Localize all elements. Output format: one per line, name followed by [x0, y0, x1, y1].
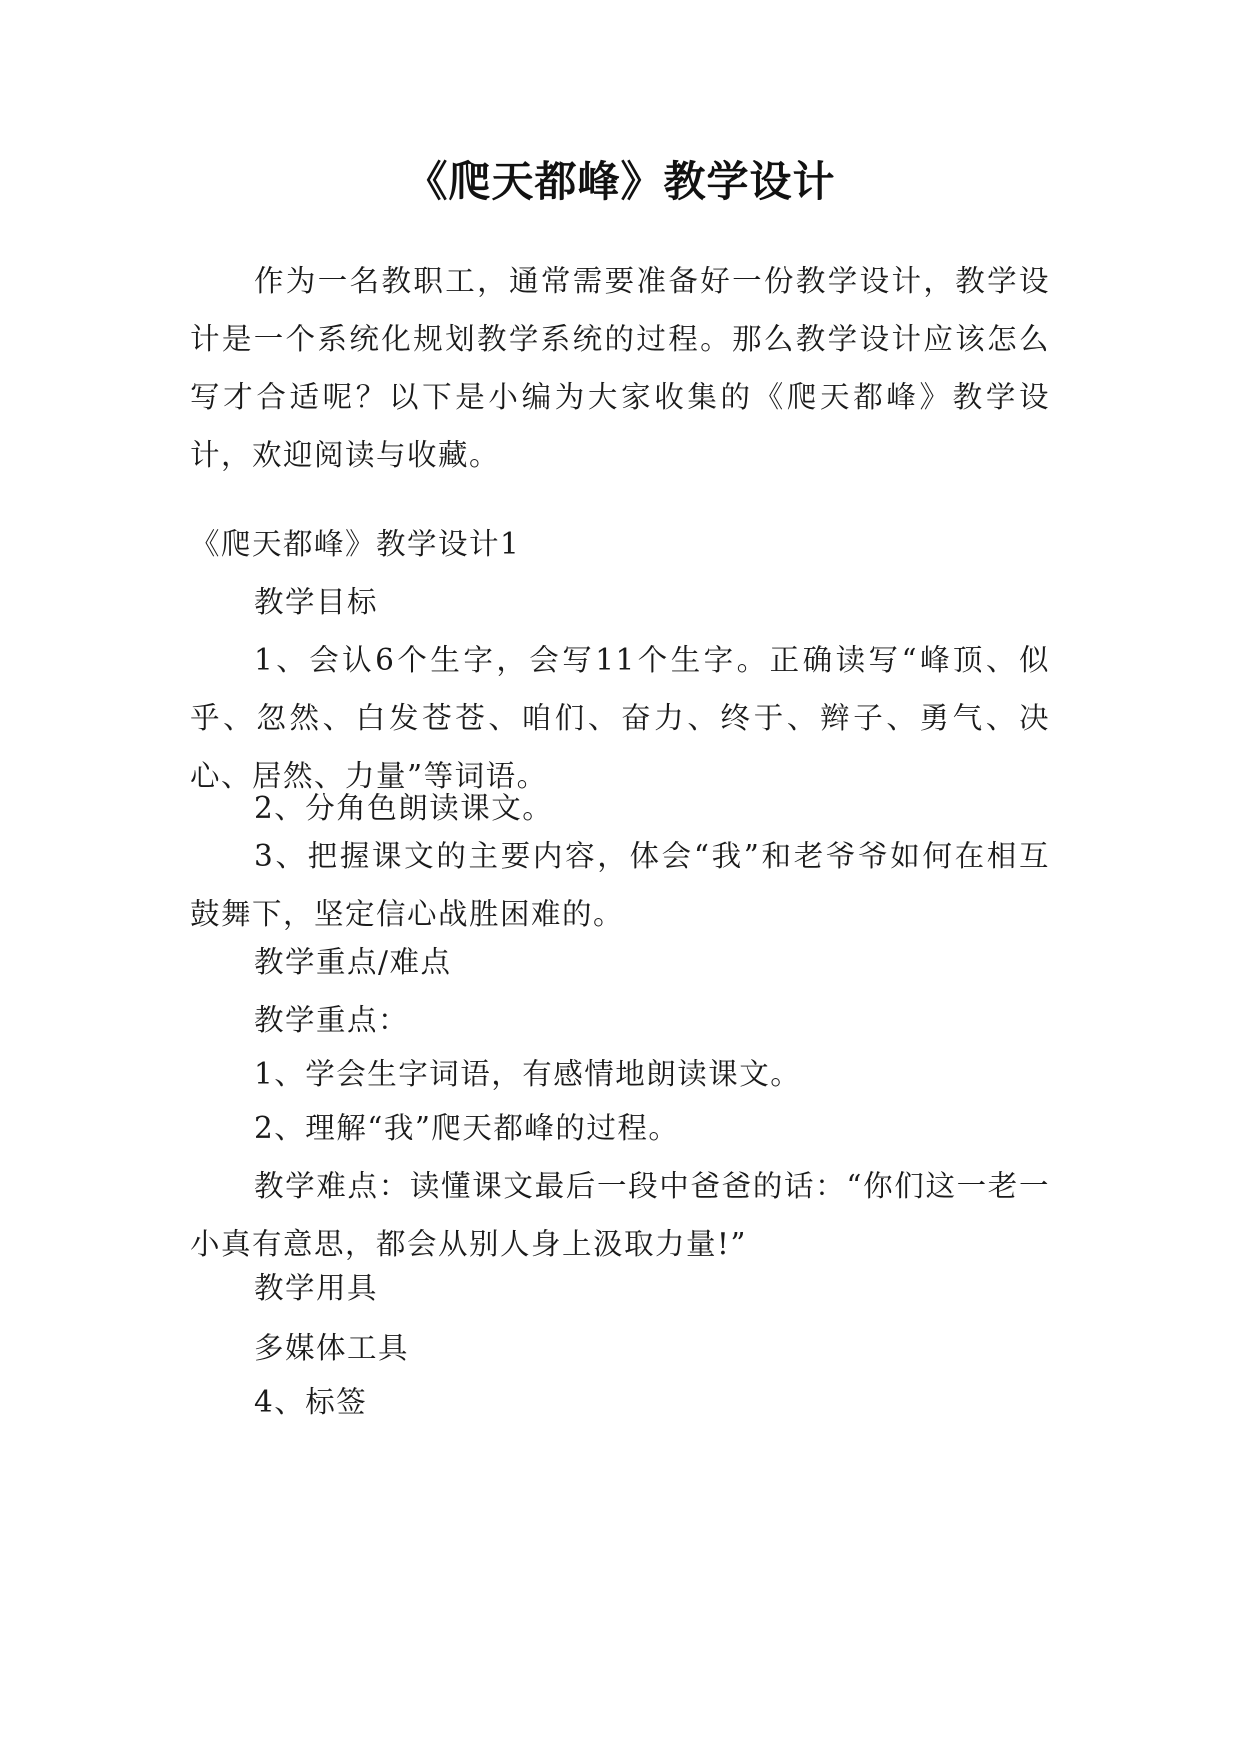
document-title: 《爬天都峰》教学设计: [405, 157, 836, 206]
section-heading: 《爬天都峰》教学设计1: [190, 527, 521, 561]
key-difficult-heading: 教学重点/难点: [254, 945, 452, 979]
key-point-1: 1、学会生字词语，有感情地朗读课文。: [254, 1057, 802, 1091]
item-4: 4、标签: [254, 1385, 368, 1419]
tools-content: 多媒体工具: [254, 1331, 410, 1365]
key-point-2: 2、理解“我”爬天都峰的过程。: [254, 1111, 680, 1145]
objective-1: 1、会认6个生字，会写11个生字。正确读写“峰顶、似乎、忽然、白发苍苍、咱们、奋力、终于、辫子、勇气、决心、居然、力量”等词语。: [190, 643, 1050, 793]
objective-2: 2、分角色朗读课文。: [254, 791, 554, 825]
tools-heading: 教学用具: [254, 1271, 379, 1305]
objective-3: 3、把握课文的主要内容，体会“我”和老爷爷如何在相互鼓舞下，坚定信心战胜困难的。: [190, 839, 1050, 931]
objectives-heading: 教学目标: [254, 585, 379, 619]
intro-paragraph: 作为一名教职工，通常需要准备好一份教学设计，教学设计是一个系统化规划教学系统的过程。那么教学设计应该怎么写才合适呢？以下是小编为大家收集的《爬天都峰》教学设计，欢迎阅读与收藏。: [190, 264, 1050, 472]
key-points-heading: 教学重点：: [254, 1003, 410, 1037]
difficult-point: 教学难点：读懂课文最后一段中爸爸的话：“你们这一老一小真有意思，都会从别人身上汲取力量!”: [190, 1169, 1050, 1261]
